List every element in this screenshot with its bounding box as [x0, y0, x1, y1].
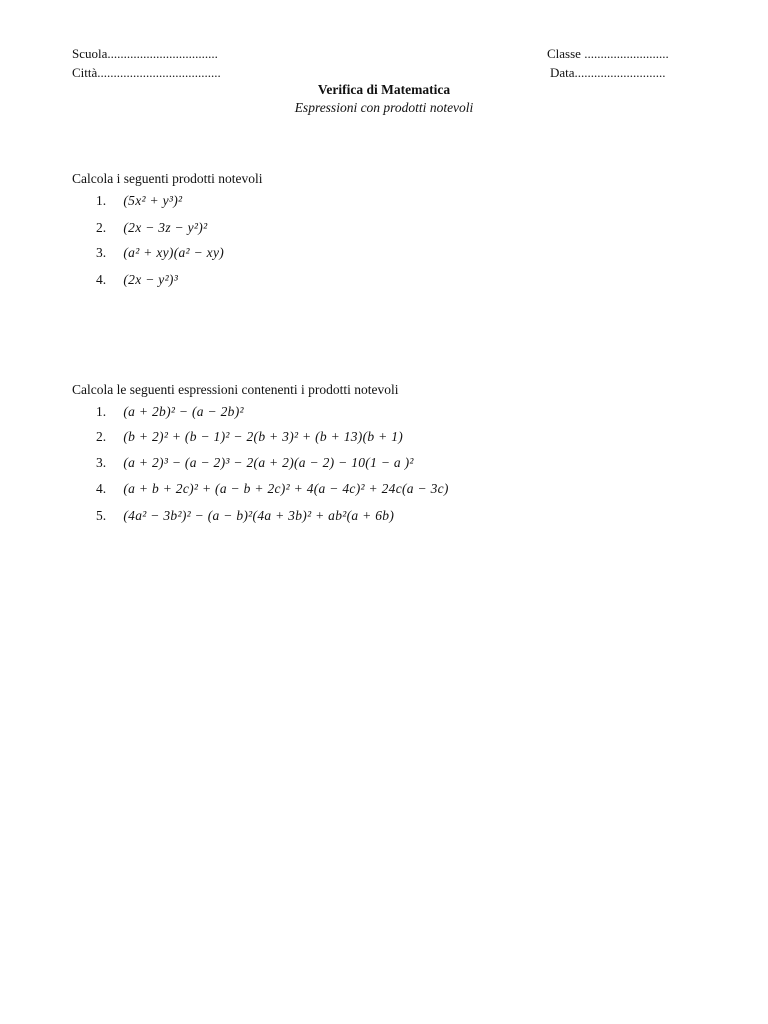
math-expression: (b + 2)² + (b − 1)² − 2(b + 3)² + (b + 13)(b + 1)	[123, 429, 404, 444]
section1-item-2	[96, 220, 207, 236]
item-number: 4.	[96, 481, 107, 496]
section2-item-2	[96, 429, 403, 445]
section2-item-5	[96, 508, 394, 524]
page-title: Verifica di Matematica	[317, 82, 451, 97]
math-expression: (2x − 3z − y²)²	[123, 220, 208, 235]
section2-item-3	[96, 455, 414, 471]
item-number: 5.	[96, 508, 107, 523]
scuola-field: Scuola..................................	[72, 46, 218, 61]
section1-item-1	[96, 193, 182, 209]
math-expression: (4a² − 3b²)² − (a − b)²(4a + 3b)² + ab²(a + 6b)	[123, 508, 395, 523]
section1-intro: Calcola i seguenti prodotti notevoli	[72, 171, 263, 186]
section2-item-1	[96, 404, 244, 420]
math-expression: (a² + xy)(a² − xy)	[123, 245, 225, 260]
item-number: 1.	[96, 193, 107, 208]
math-expression: (a + 2b)² − (a − 2b)²	[123, 404, 244, 419]
classe-field: Classe ..........................	[547, 46, 669, 61]
item-number: 3.	[96, 245, 107, 260]
math-expression: (a + 2)³ − (a − 2)³ − 2(a + 2)(a − 2) − 10(1 − a )²	[123, 455, 414, 470]
math-expression: (2x − y²)³	[123, 272, 179, 287]
section2-item-4	[96, 481, 449, 497]
citta-field: Città......................................	[72, 65, 221, 80]
item-number: 2.	[96, 429, 107, 444]
section1-item-4	[96, 272, 178, 288]
page-subtitle: Espressioni con prodotti notevoli	[294, 100, 474, 115]
data-field: Data............................	[550, 65, 666, 80]
math-expression: (5x² + y³)²	[123, 193, 183, 208]
item-number: 4.	[96, 272, 107, 287]
math-expression: (a + b + 2c)² + (a − b + 2c)² + 4(a − 4c)² + 24c(a − 3c)	[123, 481, 449, 496]
item-number: 3.	[96, 455, 107, 470]
section1-item-3	[96, 245, 224, 261]
section2-intro: Calcola le seguenti espressioni contenenti i prodotti notevoli	[72, 382, 399, 397]
item-number: 1.	[96, 404, 107, 419]
item-number: 2.	[96, 220, 107, 235]
